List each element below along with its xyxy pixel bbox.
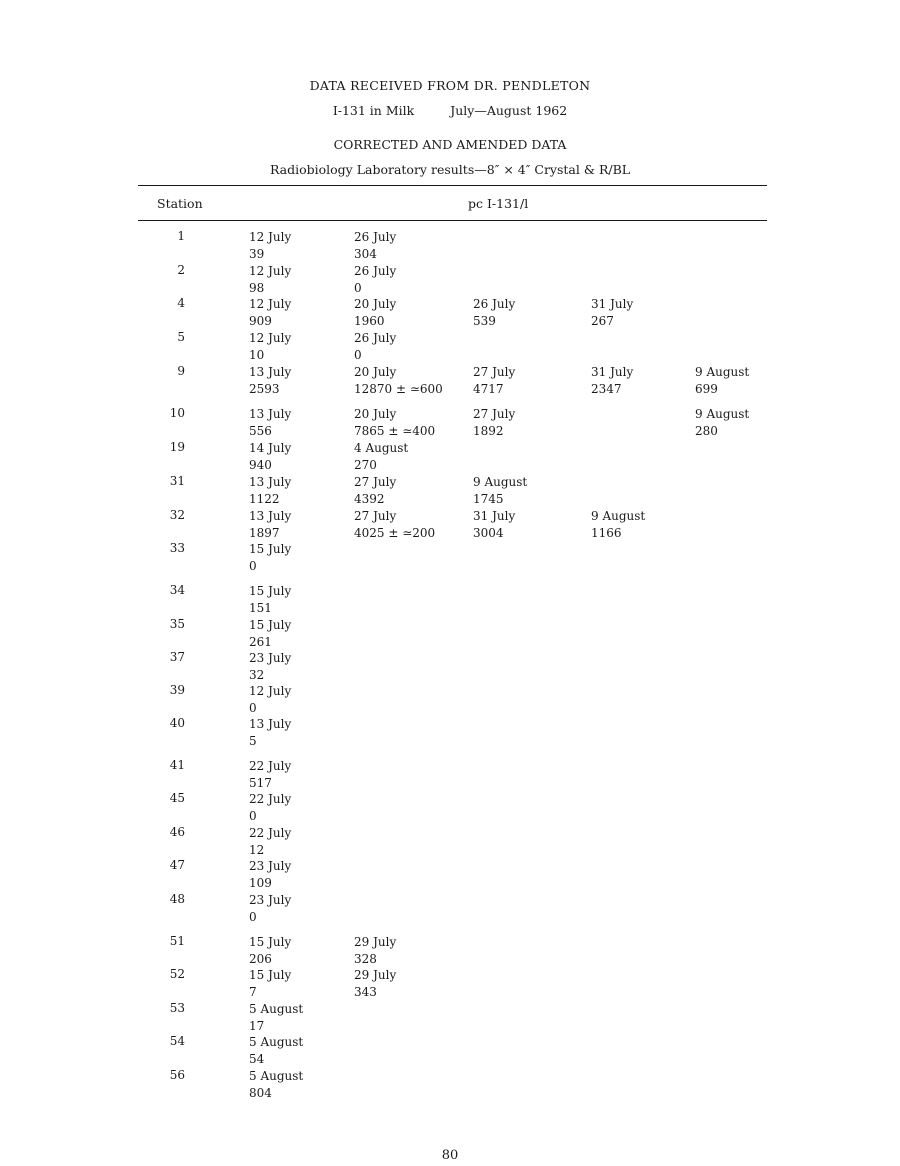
measurement-cell (249, 263, 291, 297)
measurement-cell (249, 1001, 303, 1035)
sample-date: 27 July (473, 365, 516, 379)
sample-date: 15 July (249, 584, 292, 598)
measurement-cell (354, 364, 443, 398)
sample-date: 15 July (249, 618, 292, 632)
station-number: 35 (169, 617, 185, 631)
page-number: 80 (441, 1148, 459, 1163)
sample-date: 5 August (249, 1069, 304, 1083)
measurement-cell (249, 617, 291, 651)
sample-date: 12 July (249, 297, 292, 311)
sample-date: 22 July (249, 792, 292, 806)
measurement-cell (249, 364, 291, 398)
measurement-cell (354, 296, 396, 330)
station-number: 2 (177, 263, 185, 277)
measurement-cell (695, 364, 749, 398)
sample-date: 14 July (249, 441, 292, 455)
sample-value: 12 (249, 843, 265, 857)
sample-value: 0 (354, 281, 362, 295)
measurement-cell (354, 934, 396, 968)
station-number: 51 (169, 934, 185, 948)
subtitle-left: I-131 in Milk (332, 103, 415, 118)
sample-value: 0 (354, 348, 362, 362)
table-caption: Radiobiology Laboratory results—8″ × 4″ Crystal & R/BL (269, 162, 631, 177)
table-header-rule (138, 220, 767, 221)
measurement-cell (249, 825, 291, 859)
sample-date: 22 July (249, 826, 292, 840)
station-number: 40 (169, 716, 185, 730)
measurement-cell (473, 406, 515, 440)
measurement-cell (249, 1034, 303, 1068)
station-number: 52 (169, 967, 185, 981)
station-number: 31 (169, 474, 185, 488)
sample-value: 539 (473, 314, 496, 328)
sample-value: 556 (249, 424, 272, 438)
sample-value: 699 (695, 382, 718, 396)
sample-value: 0 (249, 559, 257, 573)
sample-date: 9 August (473, 475, 528, 489)
measurement-cell (354, 263, 396, 297)
sample-value: 39 (249, 247, 265, 261)
sample-date: 23 July (249, 651, 292, 665)
measurement-cell (591, 364, 633, 398)
sample-date: 12 July (249, 331, 292, 345)
sample-value: 940 (249, 458, 272, 472)
sample-date: 27 July (354, 475, 397, 489)
sample-value: 109 (249, 876, 272, 890)
sample-date: 20 July (354, 297, 397, 311)
measurement-cell (249, 296, 291, 330)
measurement-cell (354, 508, 435, 542)
measurement-cell (473, 508, 515, 542)
measurement-cell (354, 406, 435, 440)
sample-value: 280 (695, 424, 718, 438)
sample-date: 9 August (695, 365, 750, 379)
sample-date: 12 July (249, 684, 292, 698)
sample-value: 2347 (591, 382, 622, 396)
station-number: 19 (169, 440, 185, 454)
measurement-cell (591, 508, 645, 542)
sample-date: 23 July (249, 859, 292, 873)
measurement-cell (249, 330, 291, 364)
sample-date: 13 July (249, 509, 292, 523)
sample-value: 270 (354, 458, 377, 472)
measurement-cell (249, 508, 291, 542)
measurement-cell (354, 474, 396, 508)
station-number: 53 (169, 1001, 185, 1015)
sample-date: 4 August (354, 441, 409, 455)
sample-value: 4717 (473, 382, 504, 396)
station-number: 37 (169, 650, 185, 664)
sample-value: 7 (249, 985, 257, 999)
sample-value: 151 (249, 601, 272, 615)
sample-date: 5 August (249, 1002, 304, 1016)
station-number: 54 (169, 1034, 185, 1048)
sample-date: 27 July (473, 407, 516, 421)
sample-date: 20 July (354, 407, 397, 421)
sample-date: 15 July (249, 542, 292, 556)
sample-date: 12 July (249, 230, 292, 244)
sample-value: 0 (249, 809, 257, 823)
page-title: DATA RECEIVED FROM DR. PENDLETON (309, 78, 591, 93)
measurement-cell (354, 330, 396, 364)
measurement-cell (249, 541, 291, 575)
sample-value: 54 (249, 1052, 265, 1066)
measurement-cell (249, 440, 291, 474)
sample-date: 13 July (249, 365, 292, 379)
sample-value: 12870 ± ≃600 (354, 382, 443, 396)
measurement-cell (249, 758, 291, 792)
sample-date: 31 July (473, 509, 516, 523)
sample-value: 32 (249, 668, 265, 682)
sample-value: 1122 (249, 492, 280, 506)
sample-value: 328 (354, 952, 377, 966)
sample-value: 909 (249, 314, 272, 328)
sample-date: 29 July (354, 968, 397, 982)
measurement-cell (249, 229, 291, 263)
sample-date: 31 July (591, 365, 634, 379)
station-number: 39 (169, 683, 185, 697)
sample-value: 517 (249, 776, 272, 790)
sample-value: 7865 ± ≃400 (354, 424, 436, 438)
sample-value: 4392 (354, 492, 385, 506)
sample-value: 804 (249, 1086, 272, 1100)
sample-value: 1897 (249, 526, 280, 540)
measurement-cell (249, 791, 291, 825)
station-number: 9 (177, 364, 185, 378)
measurement-cell (695, 406, 749, 440)
sample-value: 267 (591, 314, 614, 328)
station-number: 46 (169, 825, 185, 839)
sample-value: 0 (249, 910, 257, 924)
sample-date: 15 July (249, 968, 292, 982)
sample-date: 9 August (591, 509, 646, 523)
sample-date: 31 July (591, 297, 634, 311)
station-number: 41 (169, 758, 185, 772)
measurement-cell (249, 934, 291, 968)
sample-date: 22 July (249, 759, 292, 773)
station-number: 4 (177, 296, 185, 310)
section-heading: CORRECTED AND AMENDED DATA (333, 137, 567, 152)
sample-value: 98 (249, 281, 265, 295)
measurement-cell (249, 650, 291, 684)
sample-date: 13 July (249, 717, 292, 731)
sample-value: 4025 ± ≃200 (354, 526, 436, 540)
sample-value: 1960 (354, 314, 385, 328)
sample-date: 13 July (249, 475, 292, 489)
sample-value: 1892 (473, 424, 504, 438)
measurement-cell (354, 440, 408, 474)
station-number: 1 (177, 229, 185, 243)
measurement-cell (249, 716, 291, 750)
measurement-cell (249, 583, 291, 617)
sample-date: 20 July (354, 365, 397, 379)
station-number: 48 (169, 892, 185, 906)
measurement-cell (249, 892, 291, 926)
station-number: 5 (177, 330, 185, 344)
sample-value: 2593 (249, 382, 280, 396)
station-number: 56 (169, 1068, 185, 1082)
sample-value: 261 (249, 635, 272, 649)
station-number: 45 (169, 791, 185, 805)
sample-date: 23 July (249, 893, 292, 907)
sample-date: 9 August (695, 407, 750, 421)
measurement-cell (473, 364, 515, 398)
measurement-cell (354, 967, 396, 1001)
measurement-cell (473, 474, 527, 508)
units-column-header: pc I-131/l (468, 196, 529, 211)
measurement-cell (354, 229, 396, 263)
sample-date: 13 July (249, 407, 292, 421)
measurement-cell (249, 406, 291, 440)
sample-date: 12 July (249, 264, 292, 278)
sample-date: 26 July (354, 230, 397, 244)
station-number: 47 (169, 858, 185, 872)
sample-date: 26 July (473, 297, 516, 311)
sample-date: 27 July (354, 509, 397, 523)
sample-value: 3004 (473, 526, 504, 540)
station-number: 34 (169, 583, 185, 597)
sample-value: 1166 (591, 526, 622, 540)
sample-date: 5 August (249, 1035, 304, 1049)
table-top-rule (138, 185, 767, 186)
measurement-cell (249, 1068, 303, 1102)
sample-value: 5 (249, 734, 257, 748)
measurement-cell (473, 296, 515, 330)
sample-date: 29 July (354, 935, 397, 949)
measurement-cell (249, 474, 291, 508)
measurement-cell (591, 296, 633, 330)
sample-date: 15 July (249, 935, 292, 949)
measurement-cell (249, 967, 291, 1001)
station-number: 32 (169, 508, 185, 522)
sample-date: 26 July (354, 331, 397, 345)
station-number: 33 (169, 541, 185, 555)
sample-value: 343 (354, 985, 377, 999)
station-column-header: Station (157, 196, 203, 211)
sample-date: 26 July (354, 264, 397, 278)
page-subtitle (0, 103, 900, 118)
subtitle-right: July—August 1962 (450, 103, 568, 118)
sample-value: 10 (249, 348, 265, 362)
sample-value: 0 (249, 701, 257, 715)
sample-value: 1745 (473, 492, 504, 506)
station-number: 10 (169, 406, 185, 420)
sample-value: 17 (249, 1019, 265, 1033)
sample-value: 304 (354, 247, 377, 261)
sample-value: 206 (249, 952, 272, 966)
measurement-cell (249, 858, 291, 892)
measurement-cell (249, 683, 291, 717)
